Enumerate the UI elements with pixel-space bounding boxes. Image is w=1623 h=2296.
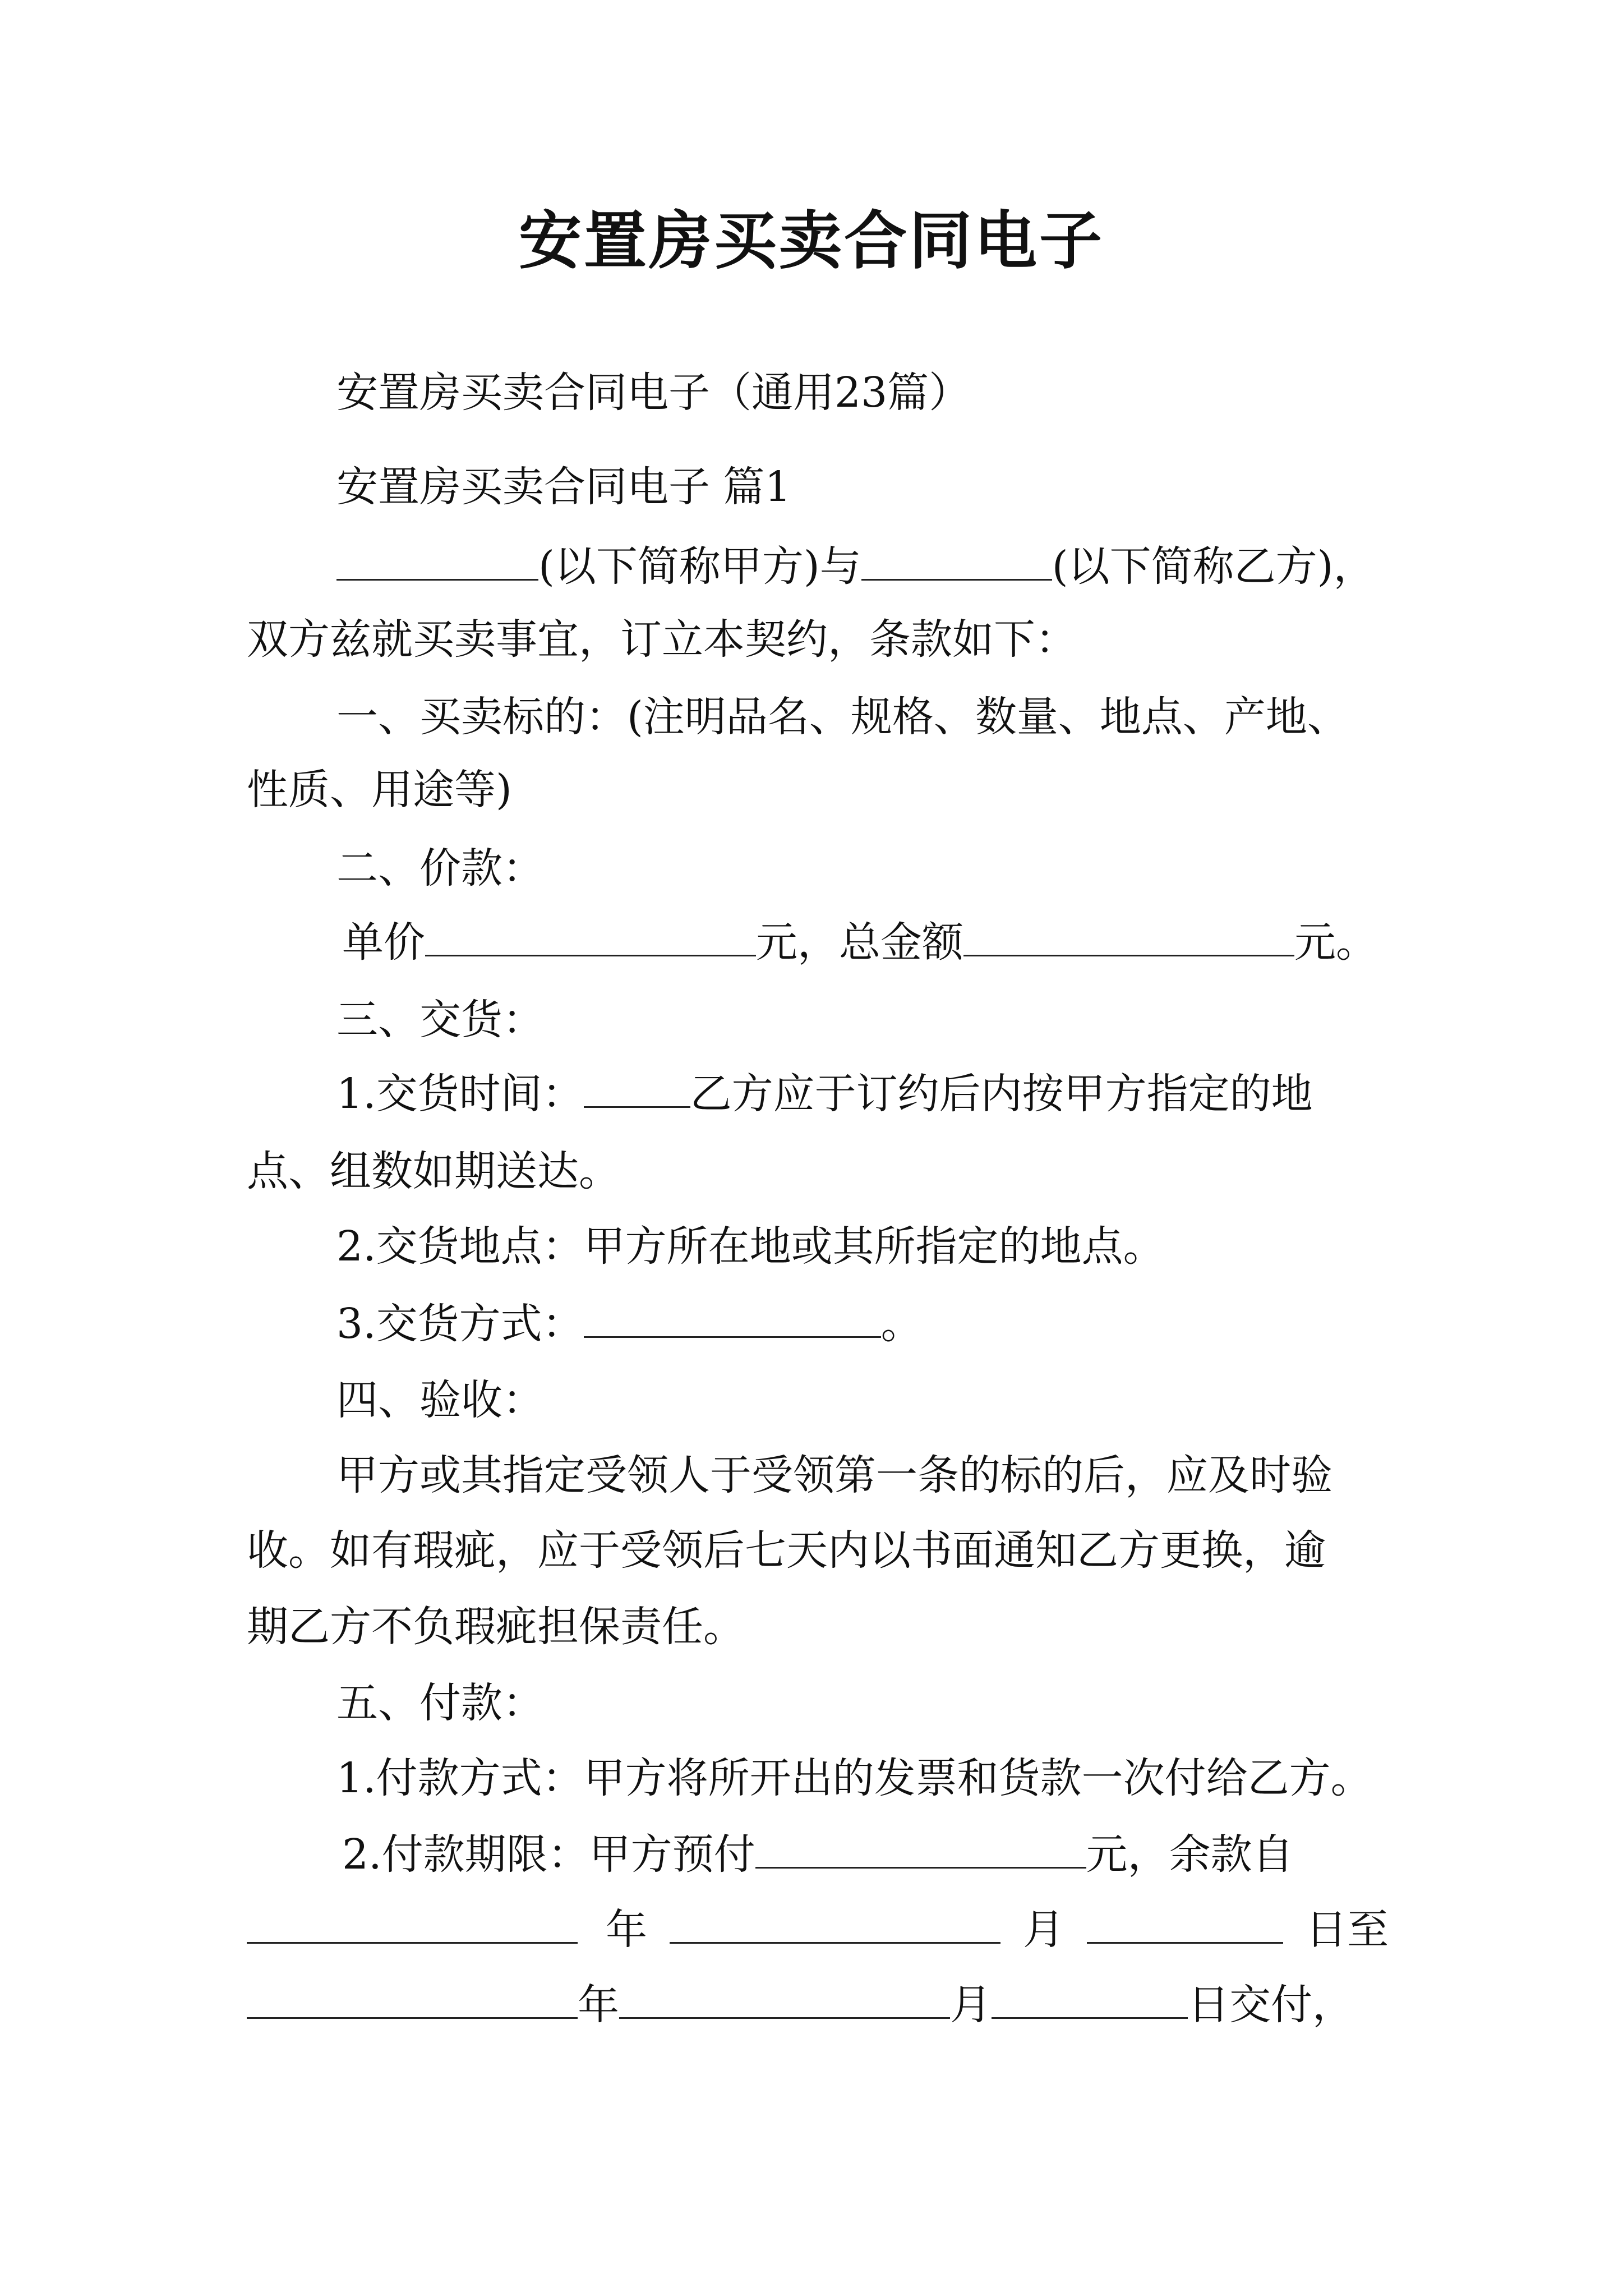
party-b-blank (861, 543, 1052, 581)
to-year-blank (247, 1981, 578, 2019)
payment-method: 1.付款方式：甲方将所开出的发票和货款一次付给乙方。 (336, 1754, 1372, 1802)
acceptance-2: 收。如有瑕疵，应于受领后七天内以书面通知乙方更换，逾 (247, 1526, 1326, 1575)
parties-line: (以下简称甲方)与 (以下简称乙方)， (336, 539, 1375, 595)
total-amount-blank (963, 919, 1294, 956)
from-day-blank (1087, 1906, 1283, 1944)
clause-1: 一、买卖标的：(注明品名、规格、数量、地点、产地、 (336, 693, 1349, 741)
delivery-time-blank (584, 1070, 690, 1108)
from-month-blank (670, 1906, 1000, 1944)
document-title: 安置房买卖合同电子 (519, 204, 1104, 278)
delivery-place: 2.交货地点：甲方所在地或其所指定的地点。 (336, 1222, 1165, 1271)
acceptance-3: 期乙方不负瑕疵担保责任。 (247, 1603, 745, 1651)
clause-1-cont: 性质、用途等) (247, 766, 512, 814)
delivery-method-blank (584, 1300, 881, 1338)
prepay-blank (755, 1831, 1086, 1869)
section-heading: 安置房买卖合同电子 篇1 (336, 463, 791, 511)
clause-2: 二、价款： (336, 844, 544, 892)
clause-5: 五、付款： (336, 1679, 544, 1727)
payment-date-from: 年 月 日至 (247, 1902, 1389, 1958)
clause-3: 三、交货： (336, 996, 544, 1044)
parties-line-2: 双方兹就买卖事宜，订立本契约，条款如下： (247, 615, 1077, 664)
clause-4: 四、验收： (336, 1376, 544, 1424)
delivery-time-cont: 点、组数如期送达。 (247, 1147, 620, 1195)
delivery-method: 3.交货方式： 。 (336, 1300, 923, 1348)
price-line: 单价 元，总金额 元。 (342, 918, 1377, 967)
unit-price-blank (425, 919, 756, 956)
to-day-blank (992, 1981, 1188, 2019)
payment-term: 2.付款期限：甲方预付 元，余款自 (342, 1830, 1294, 1879)
to-month-blank (619, 1981, 950, 2019)
party-a-blank (336, 543, 538, 581)
payment-date-to: 年 月 日交付， (247, 1977, 1354, 2033)
from-year-blank (247, 1906, 578, 1944)
acceptance-1: 甲方或其指定受领人于受领第一条的标的后，应及时验 (336, 1451, 1332, 1499)
delivery-time: 1.交货时间： 乙方应于订约后内按甲方指定的地 (336, 1070, 1313, 1118)
subtitle: 安置房买卖合同电子（通用23篇） (336, 369, 971, 417)
